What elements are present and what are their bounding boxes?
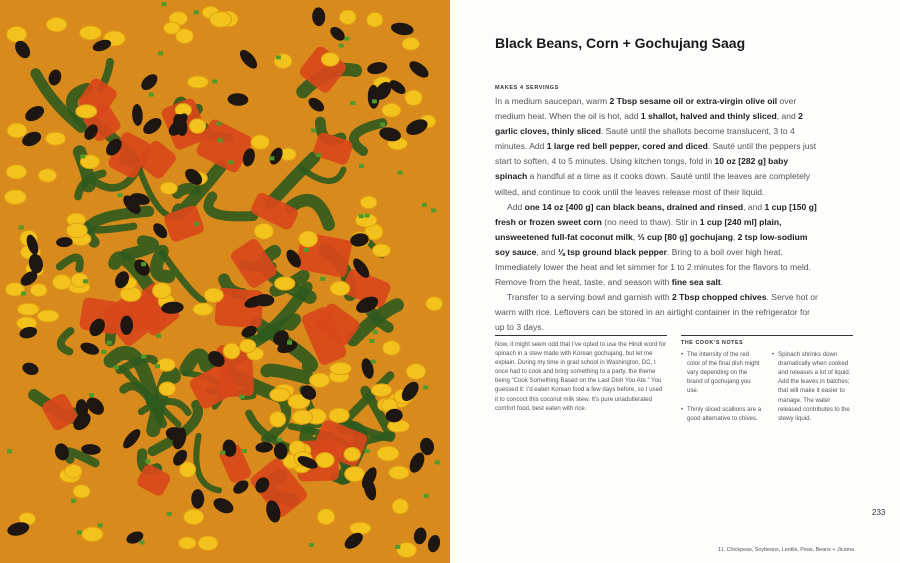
corn-kernel [360,196,377,209]
chive-piece [158,51,163,55]
chive-piece [423,385,428,389]
servings-label: MAKES 4 SERVINGS [495,85,559,91]
note-text: Spinach shrinks down dramatically when cooked and releases a lot of liquid. Add the leaves in batches; that will make it easier to manage. The water released contributes to the stewy liquid. [778,351,851,422]
bullet-icon: • [681,351,684,359]
corn-kernel [204,288,223,302]
instruction-text: . Sauté until the peppers just start to soften, 4 to 5 minutes. Using kitchen tongs, fold in [495,141,817,167]
corn-kernel [339,10,356,24]
corn-kernel [187,76,208,88]
ingredient: ⅓ cup [80 g] gochujang [637,231,733,242]
chive-piece [372,99,377,103]
chive-piece [311,128,316,132]
chive-piece [339,44,344,48]
chive-piece [155,364,160,368]
corn-kernel [254,223,273,239]
instruction-text: Add [507,201,525,212]
corn-kernel [239,339,255,352]
ingredient: 2 Tbsp chopped chives [672,292,767,303]
chive-piece [277,438,282,442]
ingredient: 2 tsp low-sodium soy sauce [495,231,808,257]
corn-kernel [153,283,172,299]
corn-kernel [158,358,175,371]
chive-piece [316,153,321,157]
corn-kernel [189,119,205,134]
note-item [772,350,853,423]
chive-piece [395,545,400,549]
corn-kernel [178,537,196,549]
chive-piece [304,248,309,252]
corn-kernel [210,12,232,28]
corn-kernel [299,231,318,247]
chive-piece [98,523,103,527]
instruction-text: . [720,277,724,288]
corn-kernel [7,26,27,42]
chive-piece [359,214,364,218]
chive-piece [435,460,440,464]
note-item [681,350,762,395]
bullet-icon: • [772,351,775,359]
corn-kernel [179,462,195,477]
corn-kernel [405,90,422,105]
corn-kernel [66,223,87,238]
black-bean [191,489,204,509]
chive-piece [145,459,150,463]
corn-kernel [7,123,27,138]
ingredient: 1 shallot, halved and thinly sliced [640,111,777,122]
chive-piece [422,203,427,207]
chive-piece [194,10,199,14]
corn-kernel [372,244,390,257]
corn-kernel [392,499,408,514]
chive-piece [77,530,82,534]
corn-kernel [76,105,97,118]
chive-piece [156,334,161,338]
corn-kernel [80,26,102,40]
corn-kernel [426,297,443,311]
chive-piece [21,291,26,295]
cooks-notes-column-1 [681,350,762,432]
chive-piece [373,330,378,334]
corn-kernel [317,509,334,525]
chive-piece [344,37,349,41]
page-number: 233 [872,508,886,517]
chive-piece [101,350,106,354]
instruction-text: over medium heat. When the oil is hot, add [495,96,797,122]
chive-piece [424,494,429,498]
chive-piece [167,512,172,516]
corn-kernel [270,412,286,427]
chive-piece [216,122,221,126]
corn-kernel [406,364,425,379]
chive-piece [19,225,24,229]
chive-piece [371,360,376,364]
chive-piece [141,355,146,359]
headnote: Now, it might seem odd that I’ve opted to use the Hindi word for spinach in a stew made with Korean gochujang, but let me explain. During my time in grad school in Washington, DC, I once had to cook and bring something to a party, the theme being “Cook Something Based on the Last Dish You Ate.” You guessed it: I’d eaten Korean food a few days before, so I used it to concoct this coconut milk stew. It’s pure unadulterated comfort food, best eaten with rice. [495,335,667,413]
corn-kernel [251,135,269,149]
chive-piece [350,101,355,105]
corn-kernel [310,373,330,387]
chive-piece [369,339,374,343]
corn-kernel [4,190,26,205]
ingredient: 1 large red bell pepper, cored and diced [546,141,708,152]
chive-piece [83,279,88,283]
running-footer: 11. Chickpeas, Soybeans, Lentils, Peas, Beans + Jicama [718,547,855,553]
ingredient: ⅛ tsp ground black pepper [557,246,667,257]
instruction-paragraph [495,290,818,335]
corn-kernel [377,446,399,461]
ingredient: 2 garlic cloves, thinly sliced [495,111,803,137]
cooks-notes-heading: THE COOK’S NOTES [681,340,744,346]
instruction-paragraph [495,200,818,291]
corn-kernel [52,275,71,290]
corn-kernel [223,343,240,359]
chive-piece [71,499,76,503]
corn-kernel [46,132,66,145]
cooks-notes-column-2 [772,350,853,432]
chive-piece [320,277,325,281]
chive-piece [149,93,154,97]
chive-piece [365,213,370,217]
corn-kernel [383,341,401,355]
ingredient: 2 Tbsp sesame oil or extra-virgin olive oil [609,96,778,106]
chive-piece [240,395,245,399]
instruction-text: , and [776,111,799,122]
corn-kernel [270,388,290,401]
corn-kernel [344,447,360,461]
instruction-text: . Bring to a boil over high heat. Immediately lower the heat and let simmer for 1 to 2 minutes for the flavors to meld. Remove from the heat, taste, and season with [495,246,811,288]
ingredient: 1 cup [240 ml] plain, unsweetened full-fat coconut milk [495,216,782,242]
chive-piece [212,79,217,83]
chive-piece [107,341,112,345]
corn-kernel [330,281,350,295]
chive-piece [242,449,247,453]
chive-piece [287,341,292,345]
instruction-text: , [632,231,638,242]
corn-kernel [30,284,47,297]
corn-kernel [402,37,419,50]
corn-kernel [321,53,339,67]
ingredient: 10 oz [282 g] baby spinach [495,156,789,182]
corn-kernel [345,467,365,482]
corn-kernel [371,384,391,396]
instruction-text: , and [536,246,558,257]
corn-kernel [382,103,401,117]
chive-piece [220,451,225,455]
corn-kernel [397,543,417,558]
recipe-page [450,0,900,563]
instruction-text: (no need to thaw). Stir in [601,216,700,227]
corn-kernel [6,165,27,179]
bullet-icon: • [681,405,684,413]
chive-piece [80,154,85,158]
corn-kernel [275,277,295,290]
corn-kernel [37,310,59,322]
ingredient: one 14 oz [400 g] can black beans, drained and rinsed [524,201,744,212]
chive-piece [380,123,385,127]
corn-kernel [193,303,213,315]
corn-kernel [82,527,103,541]
corn-kernel [159,382,176,396]
spinach-leaf [267,370,308,378]
instruction-text: . Sauté until the shallots become translucent, 3 to 4 minutes. Add [495,126,795,152]
corn-kernel [38,169,56,182]
chive-piece [7,449,12,453]
chive-piece [228,160,233,164]
instruction-text: In a medium saucepan, warm [495,96,610,106]
corn-kernel [17,303,39,315]
corn-kernel [160,182,177,194]
corn-kernel [367,12,383,27]
chive-piece [217,138,222,142]
cooks-notes [681,335,853,432]
chive-piece [365,449,370,453]
corn-kernel [46,17,67,31]
instruction-text: . Serve hot or warm with rice. Leftovers can be stored in an airtight container in the refrigerator for up to 3 days. [495,292,818,333]
recipe-instructions [495,94,818,336]
chive-piece [194,222,199,226]
chive-piece [398,171,403,175]
chive-piece [309,543,314,547]
corn-kernel [184,509,204,524]
corn-kernel [198,536,218,551]
chive-piece [140,540,145,544]
corn-kernel [330,362,352,374]
ingredient: 1 cup [150 g] fresh or frozen sweet corn [495,201,817,227]
chive-piece [89,393,94,397]
chive-piece [118,193,123,197]
instruction-text: , [732,231,738,242]
recipe-title: Black Beans, Corn + Gochujang Saag [495,35,746,51]
corn-kernel [329,408,349,422]
corn-kernel [65,464,82,477]
corn-kernel [73,485,90,498]
chive-piece [359,164,364,168]
instruction-text: a handful at a time as it cooks down. Sauté until the leaves are completely wilted, and continue to cook until the leaves release most of their liquid. [495,171,810,197]
chive-piece [141,262,146,266]
note-text: Thinly sliced scallions are a good alternative to chives. [687,405,762,422]
note-item [681,405,762,423]
chive-piece [114,365,119,369]
ingredient: fine sea salt [671,277,721,288]
chive-piece [269,156,274,160]
corn-kernel [316,452,334,467]
chive-piece [276,55,281,59]
chive-piece [431,208,436,212]
corn-kernel [389,466,409,479]
instruction-text: Transfer to a serving bowl and garnish with [507,292,673,303]
corn-kernel [292,410,312,424]
corn-kernel [164,22,180,34]
instruction-text: , and [743,201,765,212]
instruction-paragraph [495,94,818,200]
note-text: The intensity of the red color of the final dish might vary depending on the brand of gochujang you use. [687,351,760,395]
corn-kernel [350,522,371,534]
chive-piece [162,2,167,6]
